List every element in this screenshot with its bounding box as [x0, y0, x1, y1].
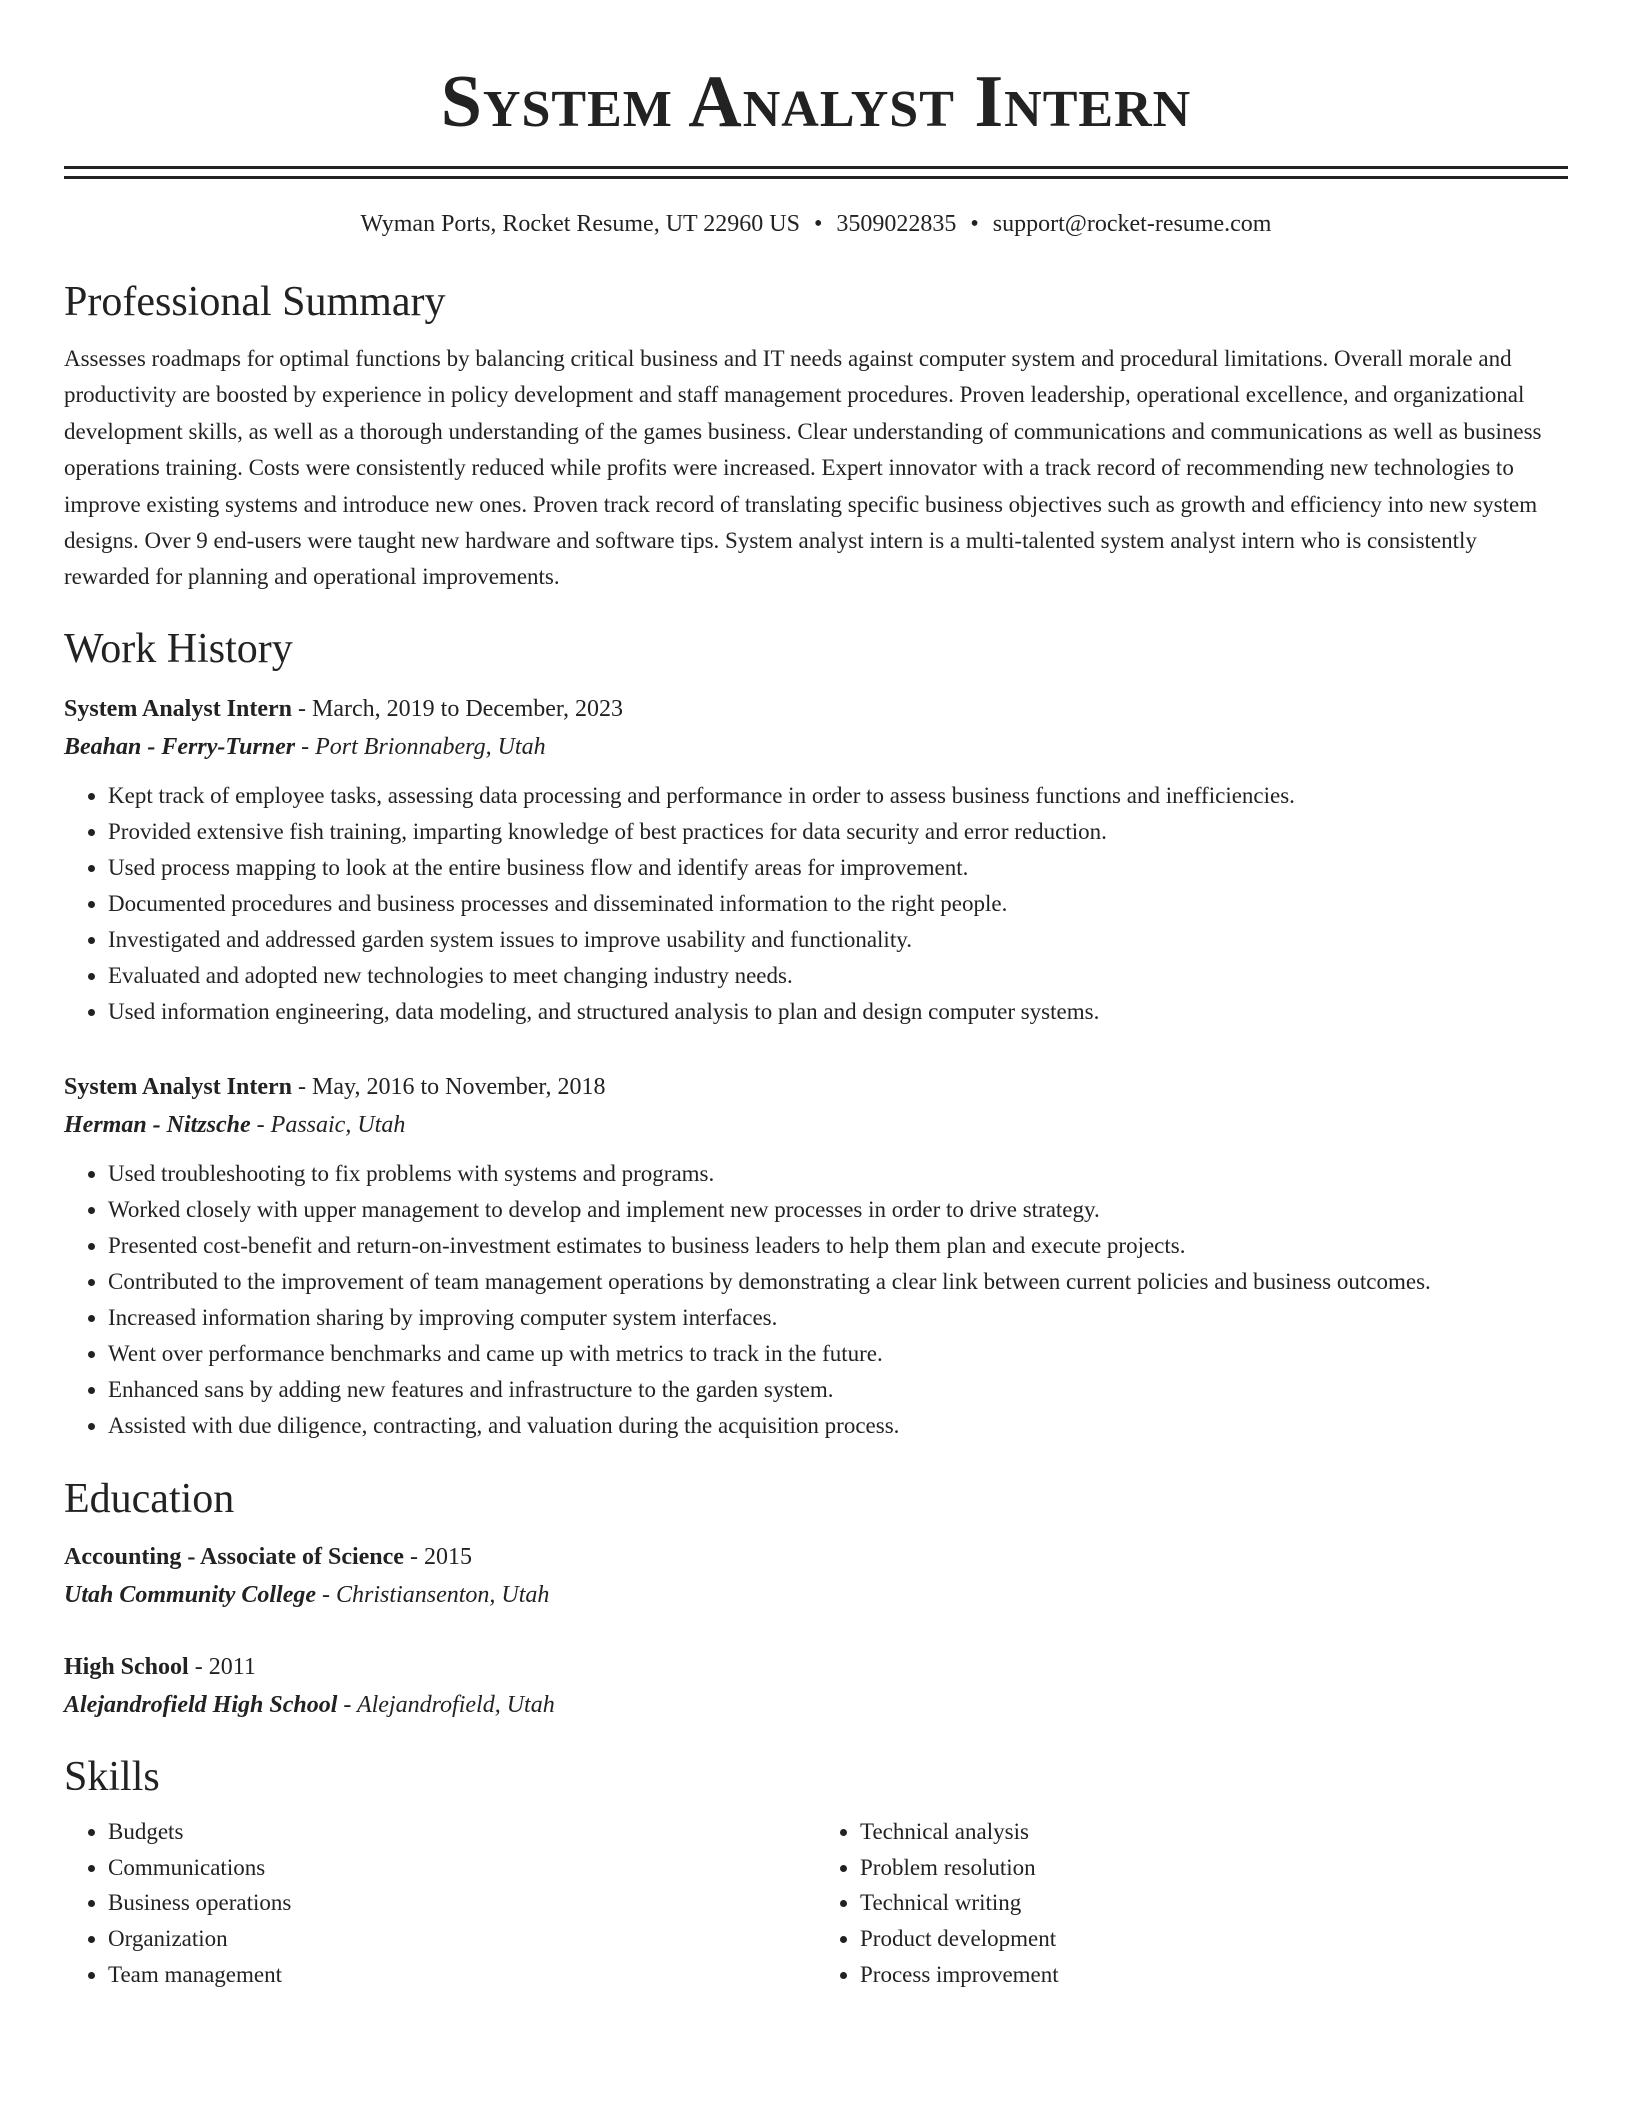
job-company-line [64, 1106, 1568, 1144]
resume-name: System Analyst Intern [440, 61, 1192, 143]
skill-item: • Problem resolution [860, 1850, 1568, 1886]
job-bullet: • Contributed to the improvement of team management operations by demonstrating a clear link between current policies and business outcomes. [108, 1264, 1568, 1300]
job-separator: - [295, 733, 316, 760]
skill-item: • Technical writing [860, 1885, 1568, 1921]
education-heading: Education [64, 1475, 235, 1522]
skills-heading: Skills [64, 1753, 160, 1800]
education-degree: Accounting - Associate of Science [64, 1543, 404, 1570]
skill-item: • Product development [860, 1921, 1568, 1957]
skill-item: • Team management [108, 1957, 816, 1993]
job-separator: - [250, 1111, 271, 1138]
job-bullet: • Investigated and addressed garden system issues to improve usability and functionality. [108, 922, 1568, 958]
education-school: Utah Community College [64, 1581, 317, 1608]
job-bullet: • Used process mapping to look at the entire business flow and identify areas for improvement. [108, 850, 1568, 886]
job-company: Beahan - Ferry-Turner [64, 733, 296, 760]
job-role: System Analyst Intern [64, 695, 293, 722]
skill-item: • Organization [108, 1921, 816, 1957]
education-location: Christiansenton, Utah [336, 1581, 550, 1608]
education-separator: - [316, 1581, 337, 1608]
job-location: Port Brionnaberg, Utah [315, 733, 546, 760]
education-separator: - [188, 1653, 209, 1680]
summary-heading: Professional Summary [64, 279, 446, 325]
job-bullet: • Assisted with due diligence, contracting, and valuation during the acquisition process. [108, 1408, 1568, 1444]
contact-address: Wyman Ports, Rocket Resume, UT 22960 US [360, 211, 800, 237]
skill-item: • Process improvement [860, 1957, 1568, 1993]
education-year: 2011 [208, 1653, 256, 1680]
education-school-line [64, 1686, 1568, 1724]
job-bullet: • Kept track of employee tasks, assessing data processing and performance in order to assess business functions and inefficiencies. [108, 778, 1568, 814]
skill-item: • Communications [108, 1850, 816, 1886]
skill-item: • Technical analysis [860, 1814, 1568, 1850]
job-separator: - [292, 1073, 313, 1100]
job-bullet: • Provided extensive fish training, imparting knowledge of best practices for data security and error reduction. [108, 814, 1568, 850]
contact-line [64, 209, 1568, 239]
job-bullet: • Used troubleshooting to fix problems with systems and programs. [108, 1156, 1568, 1192]
education-degree: High School [64, 1653, 189, 1680]
header-divider [64, 166, 1568, 179]
job-location: Passaic, Utah [270, 1111, 406, 1138]
job-bullet: • Presented cost-benefit and return-on-investment estimates to business leaders to help them plan and execute projects. [108, 1228, 1568, 1264]
education-entry [64, 1538, 1568, 1614]
contact-separator: • [813, 211, 823, 237]
job-company-line [64, 728, 1568, 766]
education-separator: - [337, 1691, 357, 1718]
job-bullet: • Evaluated and adopted new technologies to meet changing industry needs. [108, 958, 1568, 994]
job-bullet: • Documented procedures and business processes and disseminated information to the right people. [108, 886, 1568, 922]
job-bullet: • Worked closely with upper management to develop and implement new processes in order to drive strategy. [108, 1192, 1568, 1228]
job-company: Herman - Nitzsche [64, 1111, 251, 1138]
education-degree-line [64, 1648, 1568, 1686]
job-bullet-list [64, 778, 1568, 1030]
job-bullet: • Used information engineering, data modeling, and structured analysis to plan and design computer systems. [108, 994, 1568, 1030]
skills-grid [64, 1814, 1568, 1993]
education-year: 2015 [423, 1543, 472, 1570]
job-bullet: • Went over performance benchmarks and came up with metrics to track in the future. [108, 1336, 1568, 1372]
job-bullet: • Enhanced sans by adding new features and infrastructure to the garden system. [108, 1372, 1568, 1408]
job-dates: March, 2019 to December, 2023 [312, 695, 623, 722]
skill-item: • Budgets [108, 1814, 816, 1850]
work-history-heading: Work History [64, 625, 293, 672]
job-bullet-list [64, 1156, 1568, 1444]
education-location: Alejandrofield, Utah [356, 1691, 555, 1718]
job-dates: May, 2016 to November, 2018 [312, 1073, 606, 1100]
education-school: Alejandrofield High School [64, 1691, 338, 1718]
contact-phone: 3509022835 [836, 211, 957, 237]
job-separator: - [292, 695, 313, 722]
skills-list-right [816, 1814, 1568, 1993]
summary-text: Assesses roadmaps for optimal functions by balancing critical business and IT needs against computer system and procedural limitations. Overall morale and productivity are boosted by experience in policy development and staff management procedures. Proven leadership, operational excellence, and organizational development skills, as well as a thorough understanding of the games business. Clear understanding of communications and communications as well as business operations training. Costs were consistently reduced while profits were increased. Expert innovator with a track record of recommending new technologies to improve existing systems and introduce new ones. Proven track record of translating specific business objectives such as growth and efficiency into new system designs. Over 9 end-users were taught new hardware and software tips. System analyst intern is a multi-talented system analyst intern who is consistently rewarded for planning and operational improvements. [64, 346, 1542, 590]
job-entry [64, 690, 1568, 1030]
job-entry [64, 1068, 1568, 1444]
education-school-line [64, 1576, 1568, 1614]
contact-separator: • [970, 211, 979, 237]
job-title-line [64, 1068, 1568, 1106]
education-entry [64, 1648, 1568, 1724]
skill-item: • Business operations [108, 1885, 816, 1921]
contact-email: support@rocket-resume.com [992, 211, 1272, 237]
skills-list-left [64, 1814, 816, 1993]
education-separator: - [403, 1543, 424, 1570]
education-degree-line [64, 1538, 1568, 1576]
job-bullet: • Increased information sharing by improving computer system interfaces. [108, 1300, 1568, 1336]
job-title-line [64, 690, 1568, 728]
job-role: System Analyst Intern [64, 1073, 293, 1100]
